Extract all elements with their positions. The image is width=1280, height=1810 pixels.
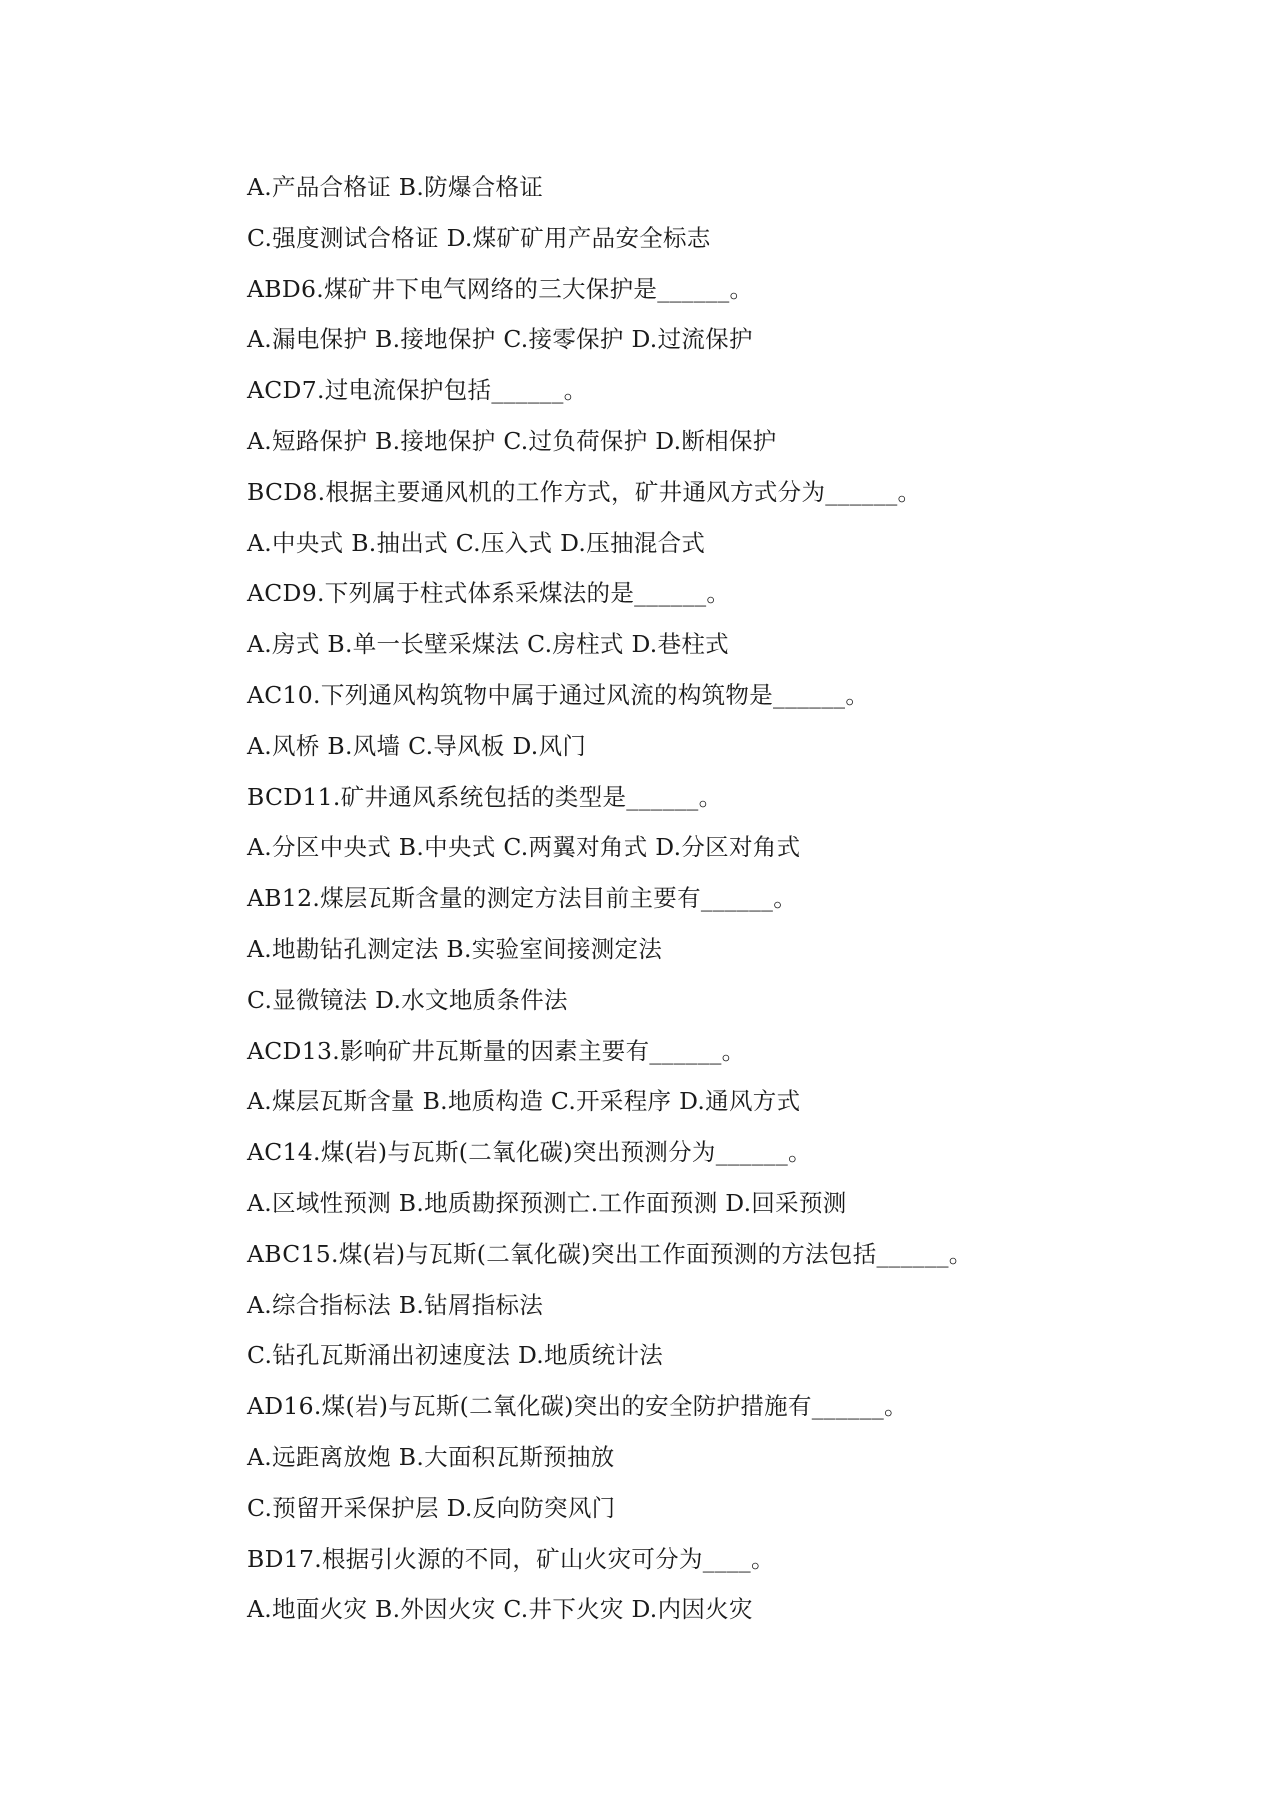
question-line: ABD6.煤矿井下电气网络的三大保护是______。 [247,274,754,303]
question-line: ACD9.下列属于柱式体系采煤法的是______。 [247,579,731,608]
option-line: A.煤层瓦斯含量 B.地质构造 C.开采程序 D.通风方式 [247,1087,801,1116]
document-body [247,162,1247,1635]
question-line: ABC15.煤(岩)与瓦斯(二氧化碳)突出工作面预测的方法包括______。 [247,1239,973,1268]
option-line: A.地面火灾 B.外因火灾 C.井下火灾 D.内因火灾 [247,1595,753,1624]
question-line: BD17.根据引火源的不同，矿山火灾可分为____。 [247,1544,775,1573]
question-line: ACD7.过电流保护包括______。 [247,376,588,405]
option-line: C.显微镜法 D.水文地质条件法 [247,985,568,1014]
option-line: A.综合指标法 B.钻屑指标法 [247,1290,544,1319]
question-line: ACD13.影响矿井瓦斯量的因素主要有______。 [247,1036,746,1065]
option-line: A.产品合格证 B.防爆合格证 [247,173,544,201]
question-line: AD16.煤(岩)与瓦斯(二氧化碳)突出的安全防护措施有______。 [247,1392,908,1421]
option-line: A.短路保护 B.接地保护 C.过负荷保护 D.断相保护 [247,426,777,455]
option-line: A.分区中央式 B.中央式 C.两翼对角式 D.分区对角式 [247,833,801,862]
option-line: A.地勘钻孔测定法 B.实验室间接测定法 [247,934,663,963]
option-line: C.强度测试合格证 D.煤矿矿用产品安全标志 [247,223,711,252]
option-line: A.风桥 B.风墙 C.导风板 D.风门 [247,731,587,760]
question-line: AC14.煤(岩)与瓦斯(二氧化碳)突出预测分为______。 [247,1138,812,1167]
option-line: A.房式 B.单一长壁采煤法 C.房柱式 D.巷柱式 [247,630,729,659]
question-line: BCD8.根据主要通风机的工作方式，矿井通风方式分为______。 [247,477,922,506]
question-line: BCD11.矿井通风系统包括的类型是______。 [247,782,723,811]
question-line: AB12.煤层瓦斯含量的测定方法目前主要有______。 [247,884,798,913]
option-line: A.远距离放炮 B.大面积瓦斯预抽放 [247,1442,615,1471]
option-line: C.钻孔瓦斯涌出初速度法 D.地质统计法 [247,1341,664,1370]
option-line: A.区域性预测 B.地质勘探预测亡.工作面预测 D.回采预测 [247,1188,847,1217]
option-line: A.漏电保护 B.接地保护 C.接零保护 D.过流保护 [247,325,753,354]
question-line: AC10.下列通风构筑物中属于通过风流的构筑物是______。 [247,680,870,709]
option-line: C.预留开采保护层 D.反向防突风门 [247,1493,616,1522]
option-line: A.中央式 B.抽出式 C.压入式 D.压抽混合式 [247,528,706,557]
